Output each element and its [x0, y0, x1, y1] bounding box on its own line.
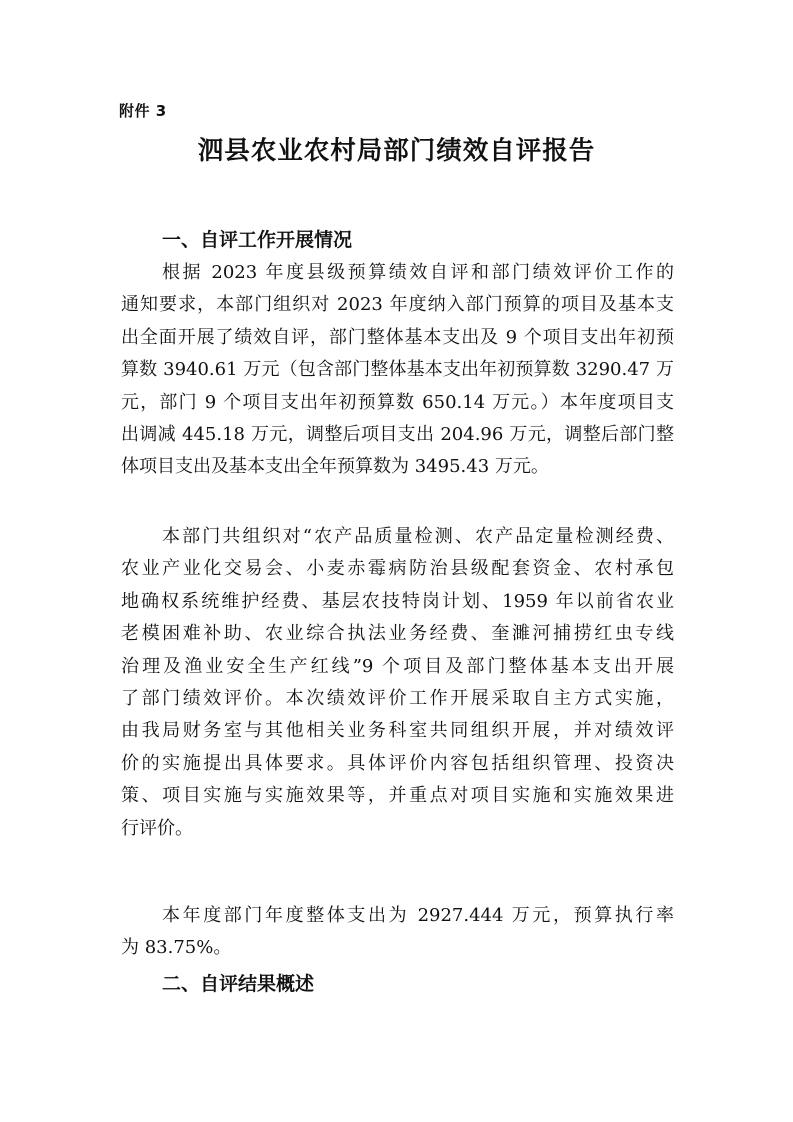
page-title: 泗县农业农村局部门绩效自评报告 [197, 136, 596, 166]
paragraph-projects [121, 521, 674, 845]
paragraph-line: 了部门绩效评价。本次绩效评价工作开展采取自主方式实施， [121, 687, 674, 709]
paragraph-line: 价的实施提出具体要求。具体评价内容包括组织管理、投资决 [121, 752, 674, 774]
paragraph-line: 通知要求，本部门组织对 2023 年度纳入部门预算的项目及基本支 [121, 294, 674, 316]
paragraph-line: 出全面开展了绩效自评，部门整体基本支出及 9 个项目支出年初预 [121, 326, 674, 348]
paragraph-line: 本部门共组织对“农产品质量检测、农产品定量检测经费、 [162, 526, 674, 547]
paragraph-line: 行评价。 [121, 817, 193, 839]
paragraph-budget [121, 257, 674, 484]
section-heading-2: 二、自评结果概述 [162, 973, 315, 995]
paragraph-line: 元，部门 9 个项目支出年初预算数 650.14 万元。）本年度项目支 [121, 391, 674, 413]
paragraph-line: 老模困难补助、农业综合执法业务经费、奎濉河捕捞红虫专线 [121, 623, 674, 645]
paragraph-line: 体项目支出及基本支出全年预算数为 3495.43 万元。 [121, 456, 549, 478]
paragraph-line: 本年度部门年度整体支出为 2927.444 万元，预算执行率 [162, 905, 674, 926]
paragraph-line: 算数 3940.61 万元（包含部门整体基本支出年初预算数 3290.47 万 [121, 359, 674, 381]
paragraph-line: 治理及渔业安全生产红线”9 个项目及部门整体基本支出开展 [121, 655, 674, 677]
paragraph-line: 由我局财务室与其他相关业务科室共同组织开展，并对绩效评 [121, 720, 674, 742]
paragraph-line: 出调减 445.18 万元，调整后项目支出 204.96 万元，调整后部门整 [121, 423, 674, 445]
paragraph-line: 为 83.75%。 [121, 937, 232, 959]
paragraph-line: 根据 2023 年度县级预算绩效自评和部门绩效评价工作的 [162, 262, 674, 283]
paragraph-line: 农业产业化交易会、小麦赤霉病防治县级配套资金、农村承包 [121, 558, 674, 580]
attachment-label: 附件 3 [119, 102, 167, 120]
section-heading-1: 一、自评工作开展情况 [162, 229, 353, 251]
paragraph-line: 地确权系统维护经费、基层农技特岗计划、1959 年以前省农业 [121, 590, 674, 612]
paragraph-line: 策、项目实施与实施效果等，并重点对项目实施和实施效果进 [121, 785, 674, 807]
paragraph-expenditure [121, 900, 674, 965]
